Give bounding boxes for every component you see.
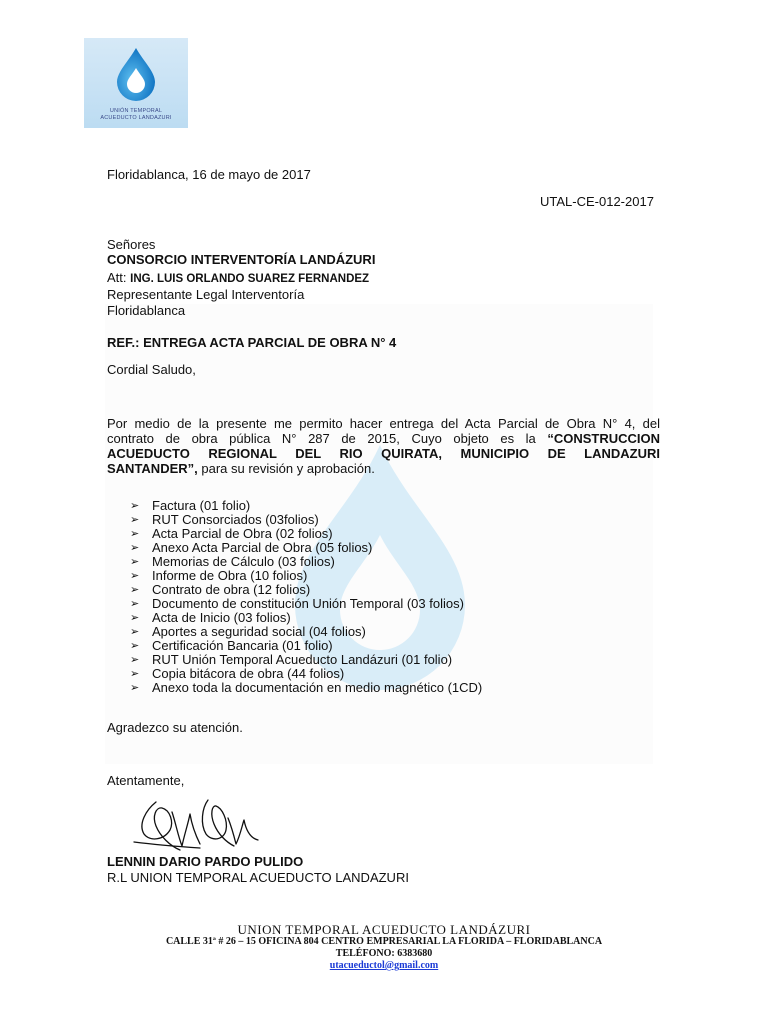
list-item [130,555,482,569]
place-date: Floridablanca, 16 de mayo de 2017 [107,167,311,182]
attachment-label: Copia bitácora de obra (44 folios) [152,666,345,681]
project-title-line: ACUEDUCTO REGIONAL DEL RIO QUIRATA, MUNICIPIO DE LANDAZURI [107,446,660,461]
arrow-bullet-icon: ➢ [130,612,140,624]
list-item [130,625,482,639]
attachment-label: Informe de Obra (10 folios) [152,568,308,583]
handwritten-signature [130,790,270,860]
signer-title: R.L UNION TEMPORAL ACUEDUCTO LANDAZURI [107,870,409,885]
arrow-bullet-icon: ➢ [130,570,140,582]
arrow-bullet-icon: ➢ [130,598,140,610]
arrow-bullet-icon: ➢ [130,556,140,568]
body-line-4-text: para su revisión y aprobación. [197,461,375,476]
body-line-2-text: contrato de obra pública N° 287 de 2015, Cuyo objeto es la [107,431,548,446]
attachment-label: RUT Unión Temporal Acueducto Landázuri (01 folio) [152,652,453,667]
recipient-role: Representante Legal Interventoría [107,287,305,302]
attachment-label: Documento de constitución Unión Temporal (03 folios) [152,596,464,611]
logo-caption-line1: UNIÓN TEMPORAL [109,108,163,114]
footer-email-link[interactable]: utacueductol@gmail.com [329,960,439,971]
att-name: ING. LUIS ORLANDO SUAREZ FERNANDEZ [130,273,370,285]
arrow-bullet-icon: ➢ [130,626,140,638]
arrow-bullet-icon: ➢ [130,542,140,554]
recipient-city: Floridablanca [107,303,186,318]
footer-phone: TELÉFONO: 6383680 [335,948,433,959]
body-line-4 [107,461,660,476]
list-item [130,681,482,695]
footer-address: CALLE 31ª # 26 – 15 OFICINA 804 CENTRO EMPRESARIAL LA FLORIDA – FLORIDABLANCA [165,936,603,947]
reference-code: UTAL-CE-012-2017 [540,194,654,209]
company-logo [84,38,188,128]
body-paragraph [107,416,660,476]
attachment-label: Certificación Bancaria (01 folio) [152,638,333,653]
attachment-label: RUT Consorciados (03folios) [152,512,319,527]
arrow-bullet-icon: ➢ [130,584,140,596]
list-item [130,527,482,541]
closing-thanks: Agradezco su atención. [107,720,243,735]
attachment-label: Acta de Inicio (03 folios) [152,610,291,625]
closing: Atentamente, [107,773,185,788]
arrow-bullet-icon: ➢ [130,514,140,526]
arrow-bullet-icon: ➢ [130,640,140,652]
recipient-att [107,270,369,287]
footer-company: UNION TEMPORAL ACUEDUCTO LANDÁZURI [237,922,531,937]
arrow-bullet-icon: ➢ [130,654,140,666]
list-item [130,653,482,667]
arrow-bullet-icon: ➢ [130,668,140,680]
list-item [130,499,482,513]
salutation-label: Señores [107,237,156,252]
list-item [130,513,482,527]
attachment-label: Contrato de obra (12 folios) [152,582,311,597]
reference-line: REF.: ENTREGA ACTA PARCIAL DE OBRA N° 4 [107,335,397,350]
list-item [130,569,482,583]
arrow-bullet-icon: ➢ [130,528,140,540]
project-title-start: “CONSTRUCCION [547,431,660,446]
list-item [130,597,482,611]
attachment-label: Anexo toda la documentación en medio magnético (1CD) [152,680,483,695]
attachment-label: Anexo Acta Parcial de Obra (05 folios) [152,540,373,555]
attachment-label: Factura (01 folio) [152,498,251,513]
list-item [130,541,482,555]
water-drop-icon [114,46,158,102]
arrow-bullet-icon: ➢ [130,682,140,694]
greeting: Cordial Saludo, [107,362,196,377]
arrow-bullet-icon: ➢ [130,500,140,512]
list-item [130,583,482,597]
list-item [130,639,482,653]
signer-name: LENNIN DARIO PARDO PULIDO [107,854,304,869]
body-line-2 [107,431,660,446]
attachment-label: Memorias de Cálculo (03 folios) [152,554,335,569]
project-title-end: SANTANDER”, [107,461,198,476]
attachment-label: Acta Parcial de Obra (02 folios) [152,526,333,541]
att-label: Att: [107,270,127,285]
attachments-list [130,499,482,695]
attachment-label: Aportes a seguridad social (04 folios) [152,624,366,639]
recipient-organization: CONSORCIO INTERVENTORÍA LANDÁZURI [107,252,376,267]
logo-caption-line2: ACUEDUCTO LANDAZURI [100,115,172,121]
body-line-1: Por medio de la presente me permito hacer entrega del Acta Parcial de Obra N° 4, del [107,416,660,431]
list-item [130,611,482,625]
list-item [130,667,482,681]
